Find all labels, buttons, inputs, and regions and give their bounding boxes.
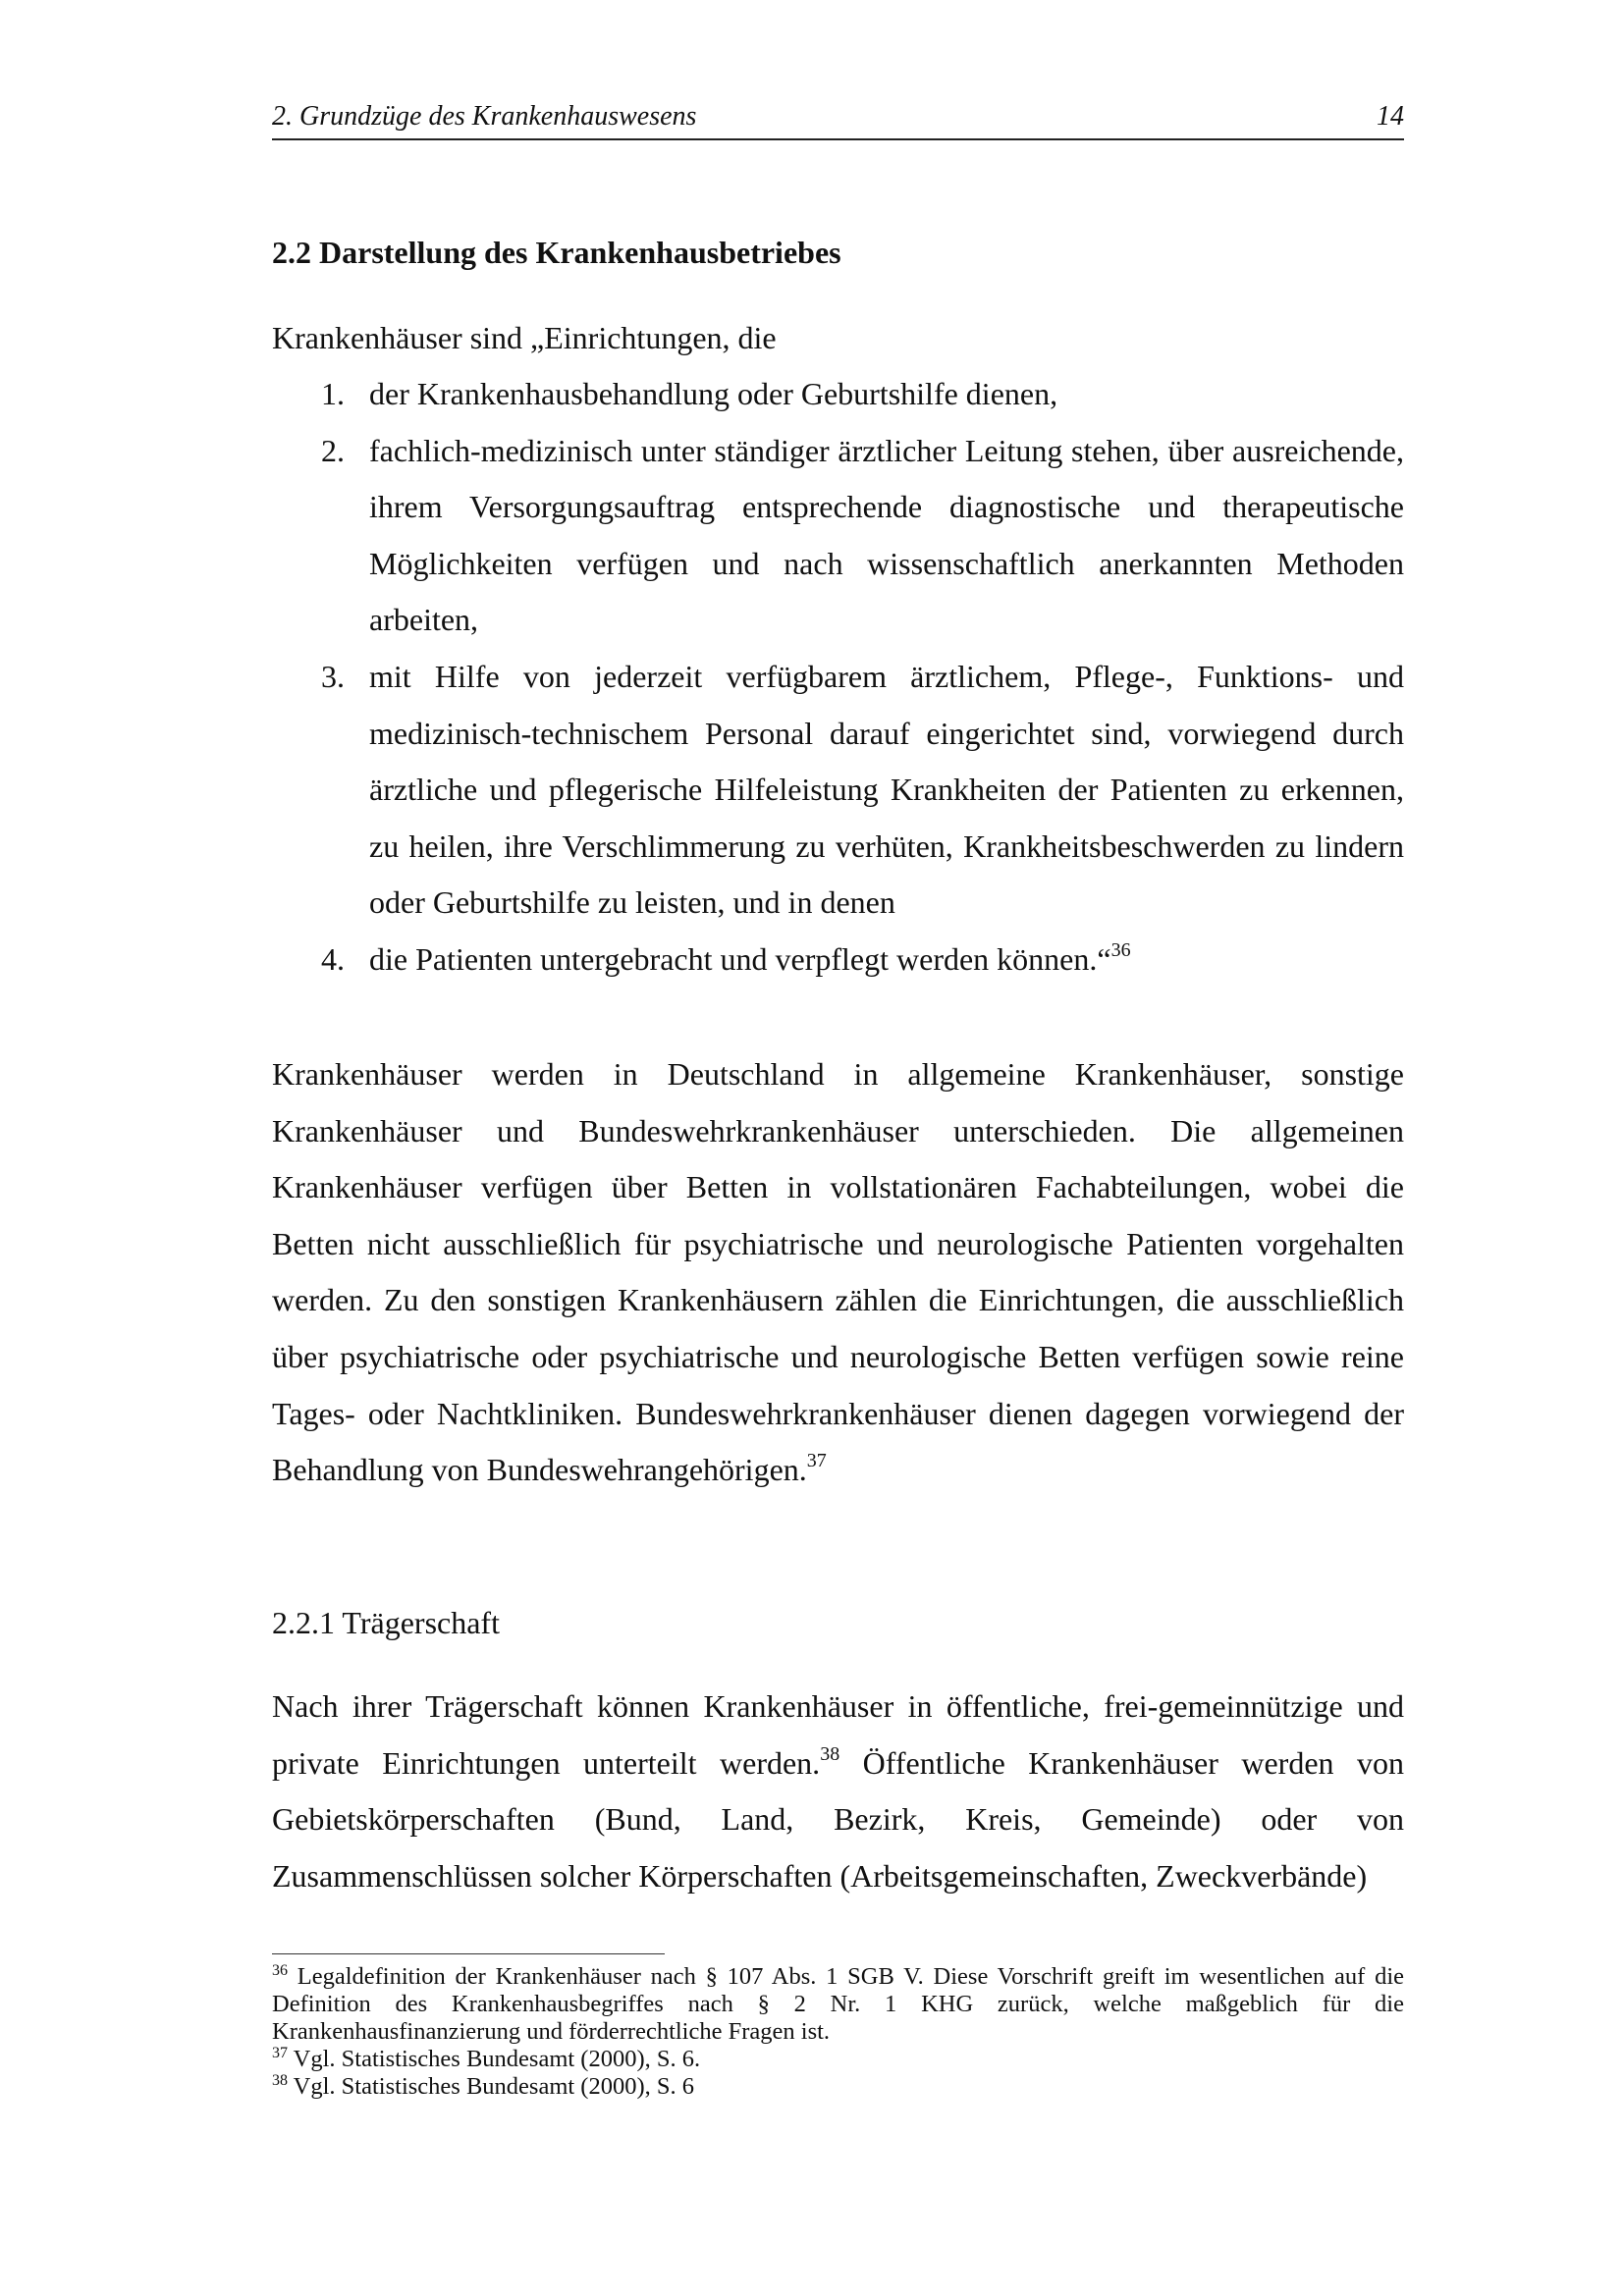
- footnote: [272, 2073, 1404, 2101]
- footnote: [272, 2046, 1404, 2073]
- paragraph-text: Öffentliche Krankenhäuser werden von Gebietskörperschaften (Bund, Land, Bezirk, Kreis, Gemeinde) oder von Zusammenschlüssen solcher Körperschaften (Arbeitsgemeinschaften, Zweckverbände): [272, 1744, 1405, 1894]
- footnote-ref[interactable]: 37: [806, 1450, 827, 1472]
- intro-line: Krankenhäuser sind „Einrichtungen, die: [272, 320, 777, 355]
- list-item-number: 1.: [321, 376, 345, 411]
- list-item-number: 3.: [321, 658, 345, 694]
- footnote: [272, 1963, 1404, 2046]
- footnote-text: Vgl. Statistisches Bundesamt (2000), S. 6: [288, 2073, 694, 2100]
- footnote-ref[interactable]: 38: [820, 1742, 840, 1765]
- section-heading: 2.2 Darstellung des Krankenhausbetriebes: [272, 235, 841, 270]
- footnote-text: Vgl. Statistisches Bundesamt (2000), S. 6.: [288, 2046, 701, 2072]
- list-item: [272, 366, 1404, 423]
- list-item: [272, 649, 1404, 932]
- list-item: [272, 423, 1404, 649]
- definition-list: [272, 366, 1404, 988]
- body-paragraph: [272, 1679, 1404, 1904]
- subsection-heading: 2.2.1 Trägerschaft: [272, 1605, 500, 1640]
- list-item-number: 2.: [321, 432, 345, 468]
- list-item: [272, 932, 1404, 988]
- footnotes: [272, 1963, 1404, 2101]
- footnote-number: 36: [272, 1962, 288, 1979]
- footnote-separator: [272, 1953, 665, 1954]
- footnote-number: 37: [272, 2045, 288, 2061]
- footnote-number: 38: [272, 2072, 288, 2089]
- list-item-text: die Patienten untergebracht und verpflegt werden können.“: [369, 940, 1111, 977]
- page-number: 14: [1377, 101, 1404, 132]
- list-item-number: 4.: [321, 940, 345, 977]
- list-item-text: der Krankenhausbehandlung oder Geburtshilfe dienen,: [369, 376, 1058, 411]
- body-paragraph: [272, 1046, 1404, 1499]
- list-item-text: mit Hilfe von jederzeit verfügbarem ärztlichem, Pflege-, Funktions- und medizinisch-technischem Personal darauf eingerichtet sind, vorwiegend durch ärztliche und pflegerische Hilfeleistung Krankheiten der Patienten zu erkennen, zu heilen, ihre Verschlimmerung zu verhüten, Krankheitsbeschwerden zu lindern oder Geburtshilfe zu leisten, und in denen: [369, 658, 1404, 921]
- footnote-ref[interactable]: 36: [1110, 938, 1131, 961]
- paragraph-text: Krankenhäuser werden in Deutschland in allgemeine Krankenhäuser, sonstige Krankenhäuser und Bundeswehrkrankenhäuser unterschieden. Die allgemeinen Krankenhäuser verfügen über Betten in vollstationären Fachabteilungen, wobei die Betten nicht ausschließlich für psychiatrische und neurologische Patienten vorgehalten werden. Zu den sonstigen Krankenhäusern zählen die Einrichtungen, die ausschließlich über psychiatrische oder psychiatrische und neurologische Betten verfügen sowie reine Tages- oder Nachtkliniken. Bundeswehrkrankenhäuser dienen dagegen vorwiegend der Behandlung von Bundeswehrangehörigen.: [272, 1056, 1404, 1488]
- running-header: [272, 99, 1404, 140]
- list-item-text: fachlich-medizinisch unter ständiger ärztlicher Leitung stehen, über ausreichende, ihrem Versorgungsauftrag entsprechende diagnostische und therapeutische Möglichkeiten verfügen und nach wissenschaftlich anerkannten Methoden arbeiten,: [369, 432, 1404, 638]
- paragraph-text: Nach ihrer Trägerschaft können Krankenhäuser in öffentliche, frei-gemeinnützige und private Einrichtungen unterteilt werden.: [272, 1688, 1404, 1781]
- footnote-text: Legaldefinition der Krankenhäuser nach § 107 Abs. 1 SGB V. Diese Vorschrift greift im wesentlichen auf die Definition des Krankenhausbegriffes nach § 2 Nr. 1 KHG zurück, welche maßgeblich für die Krankenhausfinanzierung und förderrechtliche Fragen ist.: [272, 1963, 1404, 2045]
- header-title: 2. Grundzüge des Krankenhauswesens: [272, 101, 697, 132]
